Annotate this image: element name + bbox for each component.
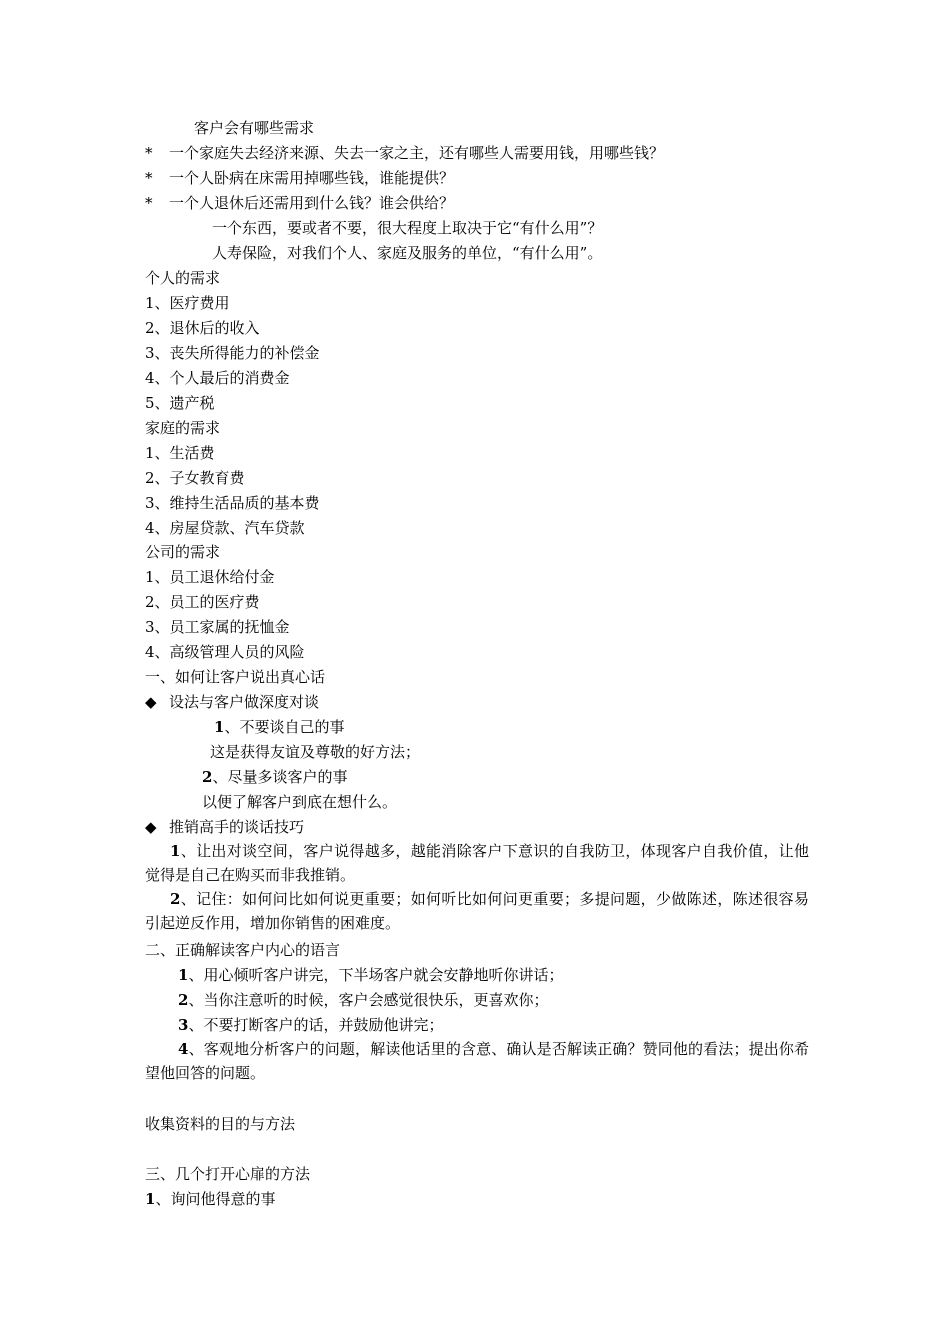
point: 1、不要谈自己的事 <box>214 718 345 736</box>
point: 3、不要打断客户的话，并鼓励他讲完； <box>178 1016 444 1034</box>
personal-heading: 个人的需求 <box>145 269 221 287</box>
list-item: 1、生活费 <box>145 444 215 462</box>
list-item: 3、维持生活品质的基本费 <box>145 494 320 512</box>
section2-heading: 二、正确解读客户内心的语言 <box>145 941 341 959</box>
point: 2、尽量多谈客户的事 <box>202 768 348 786</box>
diamond-item: ◆ 推销高手的谈话技巧 <box>145 818 305 836</box>
intro-line: 人寿保险，对我们个人、家庭及服务的单位，“有什么用”。 <box>212 244 603 262</box>
needs-title: 客户会有哪些需求 <box>194 119 315 137</box>
list-item: 3、员工家属的抚恤金 <box>145 618 290 636</box>
list-item: 4、房屋贷款、汽车贷款 <box>145 519 305 537</box>
list-item: 2、子女教育费 <box>145 469 245 487</box>
star-item: * 一个人退休后还需用到什么钱？谁会供给？ <box>145 194 455 212</box>
list-item: 1、员工退休给付金 <box>145 568 275 586</box>
star-bullet: * <box>145 144 153 162</box>
paragraph: 4、客观地分析客户的问题，解读他话里的含意、确认是否解读正确？赞同他的看法；提出你希望他回答的问题。 <box>145 1040 809 1082</box>
list-item: 4、高级管理人员的风险 <box>145 643 305 661</box>
diamond-item: ◆ 设法与客户做深度对谈 <box>145 693 320 711</box>
star-bullet: * <box>145 194 153 212</box>
company-heading: 公司的需求 <box>145 543 221 561</box>
point-note: 以便了解客户到底在想什么。 <box>202 793 398 811</box>
section1-heading: 一、如何让客户说出真心话 <box>145 668 326 686</box>
list-item: 1、医疗费用 <box>145 294 230 312</box>
list-item: 4、个人最后的消费金 <box>145 369 290 387</box>
star-item: * 一个家庭失去经济来源、失去一家之主，还有哪些人需要用钱，用哪些钱？ <box>145 144 665 162</box>
list-item: 3、丧失所得能力的补偿金 <box>145 344 320 362</box>
collect-heading: 收集资料的目的与方法 <box>145 1115 296 1133</box>
section3-heading: 三、几个打开心扉的方法 <box>145 1165 311 1183</box>
intro-line: 一个东西，要或者不要，很大程度上取决于它“有什么用”？ <box>212 219 603 237</box>
point-note: 这是获得友谊及尊敬的好方法； <box>210 743 421 761</box>
list-item: 5、遗产税 <box>145 394 215 412</box>
list-item: 2、退休后的收入 <box>145 319 260 337</box>
star-item: * 一个人卧病在床需用掉哪些钱，谁能提供？ <box>145 169 455 187</box>
diamond-bullet-icon: ◆ <box>145 693 157 711</box>
point: 1、用心倾听客户讲完，下半场客户就会安静地听你讲话； <box>178 966 564 984</box>
diamond-bullet-icon: ◆ <box>145 818 157 836</box>
point: 1、询问他得意的事 <box>145 1190 276 1208</box>
list-item: 2、员工的医疗费 <box>145 593 260 611</box>
paragraph: 2、记住：如何问比如何说更重要；如何听比如何问更重要；多提问题，少做陈述，陈述很容易引起逆反作用，增加你销售的困难度。 <box>145 890 809 932</box>
family-heading: 家庭的需求 <box>145 419 221 437</box>
paragraph: 1、让出对谈空间，客户说得越多，越能消除客户下意识的自我防卫，体现客户自我价值，让他觉得是自己在购买而非我推销。 <box>145 842 809 884</box>
point: 2、当你注意听的时候，客户会感觉很快乐，更喜欢你； <box>178 991 549 1009</box>
star-bullet: * <box>145 169 153 187</box>
